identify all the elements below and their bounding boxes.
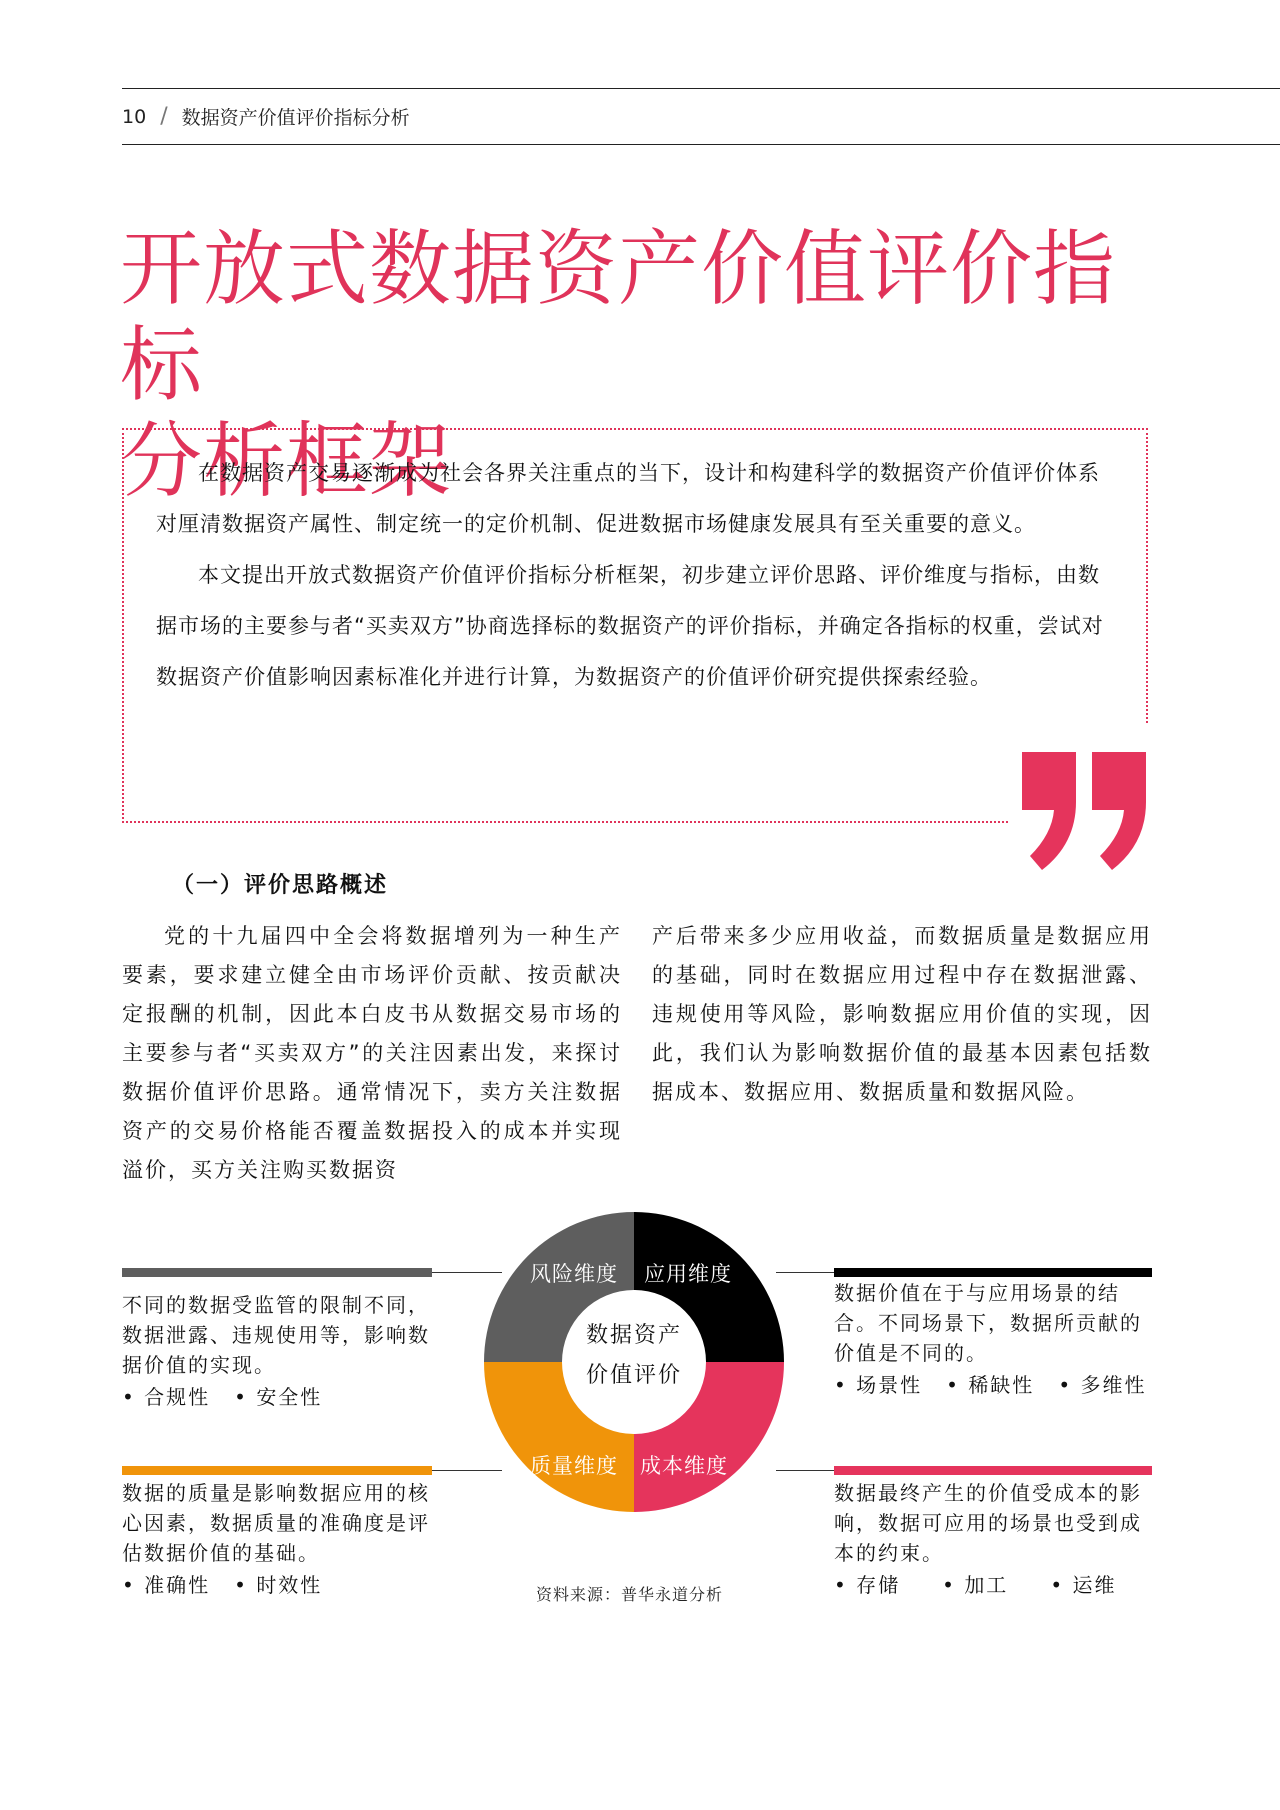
risk-segment-label: 风险维度 — [530, 1262, 618, 1286]
page-title-line1: 开放式数据资产价值评价指标 — [120, 222, 1117, 413]
app-leader-line — [776, 1272, 834, 1273]
page-title-line2: 分析框架 — [120, 414, 453, 509]
app-bullet: • 稀缺性 — [946, 1370, 1034, 1400]
header-rule-bottom — [122, 144, 1280, 145]
body-paragraph-right: 产后带来多少应用收益，而数据质量是数据应用的基础，同时在数据应用过程中存在数据泄露、违规使用等风险，影响数据应用价值的实现，因此，我们认为影响数据价值的最基本因素包括数据成本、数据应用、数据质量和数据风险。 — [652, 924, 1152, 1104]
cost-box — [834, 1478, 1152, 1600]
header-separator: / — [160, 104, 168, 129]
quote-mark-icon — [1020, 752, 1150, 870]
section-title: （一）评价思路概述 — [172, 873, 389, 898]
intro-text — [156, 448, 1116, 703]
quality-bullets — [122, 1570, 434, 1600]
app-segment-label: 应用维度 — [644, 1262, 732, 1286]
app-description: 数据价值在于与应用场景的结合。不同场景下，数据所贡献的价值是不同的。 — [834, 1281, 1142, 1365]
quality-segment-label: 质量维度 — [530, 1454, 618, 1478]
quality-bar — [122, 1466, 432, 1475]
risk-bullet: • 安全性 — [234, 1382, 322, 1412]
cost-bullet: • 存储 — [834, 1570, 900, 1600]
cost-segment-label: 成本维度 — [640, 1454, 728, 1478]
intro-paragraph-1: 在数据资产交易逐渐成为社会各界关注重点的当下，设计和构建科学的数据资产价值评价体系对厘清数据资产属性、制定统一的定价机制、促进数据市场健康发展具有至关重要的意义。 — [156, 461, 1100, 536]
risk-description: 不同的数据受监管的限制不同，数据泄露、违规使用等，影响数据价值的实现。 — [122, 1293, 430, 1377]
page-number: 10 — [122, 105, 147, 128]
risk-bullet: • 合规性 — [122, 1382, 210, 1412]
cost-bullet: • 加工 — [942, 1570, 1008, 1600]
app-bullets — [834, 1370, 1152, 1400]
risk-bullets — [122, 1382, 434, 1412]
risk-bar — [122, 1268, 432, 1277]
cost-bullets — [834, 1570, 1152, 1600]
body-column-right — [652, 917, 1152, 1112]
source-note: 资料来源：普华永道分析 — [536, 1585, 724, 1604]
risk-box — [122, 1290, 434, 1412]
quality-bullet: • 时效性 — [234, 1570, 322, 1600]
app-bar — [834, 1268, 1152, 1277]
donut-center-label — [574, 1316, 694, 1396]
cost-leader-line — [776, 1470, 834, 1471]
quality-box — [122, 1478, 434, 1600]
cost-description: 数据最终产生的价值受成本的影响，数据可应用的场景也受到成本的约束。 — [834, 1481, 1142, 1565]
intro-paragraph-2: 本文提出开放式数据资产价值评价指标分析框架，初步建立评价思路、评价维度与指标，由数据市场的主要参与者“买卖双方”协商选择标的数据资产的评价指标，并确定各指标的权重，尝试对数据资产价值影响因素标准化并进行计算，为数据资产的价值评价研究提供探索经验。 — [156, 563, 1104, 689]
cost-bar — [834, 1466, 1152, 1475]
running-title: 数据资产价值评价指标分析 — [181, 107, 410, 129]
donut-center-line2: 价值评价 — [585, 1363, 682, 1388]
donut-center-line1: 数据资产 — [585, 1323, 682, 1348]
header-rule-top — [122, 88, 1280, 89]
running-header — [122, 103, 410, 130]
app-bullet: • 多维性 — [1058, 1370, 1146, 1400]
app-box — [834, 1278, 1152, 1400]
cost-bullet: • 运维 — [1050, 1570, 1116, 1600]
app-bullet: • 场景性 — [834, 1370, 922, 1400]
body-paragraph-left: 党的十九届四中全会将数据增列为一种生产要素，要求建立健全由市场评价贡献、按贡献决定报酬的机制，因此本白皮书从数据交易市场的主要参与者“买卖双方”的关注因素出发，来探讨数据价值评价思路。通常情况下，卖方关注数据资产的交易价格能否覆盖数据投入的成本并实现溢价，买方关注购买数据资 — [122, 924, 622, 1182]
body-column-left — [122, 917, 622, 1190]
quality-description: 数据的质量是影响数据应用的核心因素，数据质量的准确度是评估数据价值的基础。 — [122, 1481, 430, 1565]
quality-bullet: • 准确性 — [122, 1570, 210, 1600]
